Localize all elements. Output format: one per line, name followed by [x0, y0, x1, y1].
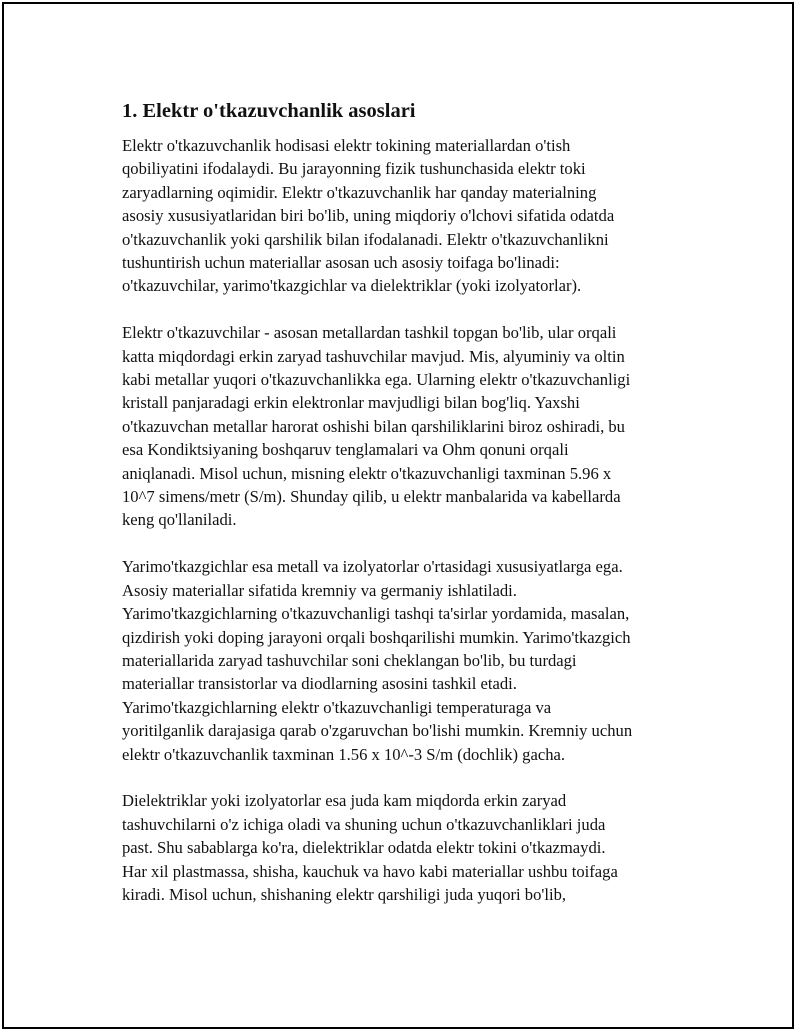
text-line: Dielektriklar yoki izolyatorlar esa juda kam miqdorda erkin zaryad	[122, 791, 567, 811]
text-line: Asosiy materiallar sifatida kremniy va germaniy ishlatiladi.	[122, 580, 517, 600]
text-line: Har xil plastmassa, shisha, kauchuk va havo kabi materiallar ushbu toifaga	[122, 861, 618, 881]
paragraph-1	[122, 134, 702, 298]
text-line: aniqlanadi. Misol uchun, misning elektr o'tkazuvchanligi taxminan 5.96 x	[122, 463, 612, 483]
text-line: Yarimo'tkazgichlar esa metall va izolyatorlar o'rtasidagi xususiyatlarga ega.	[122, 557, 623, 577]
text-line: qizdirish yoki doping jarayoni orqali boshqarilishi mumkin. Yarimo'tkazgich	[122, 627, 631, 647]
document-body	[122, 98, 702, 930]
paragraph-3	[122, 555, 702, 766]
paragraph-2	[122, 321, 702, 532]
text-line: o'tkazuvchanlik yoki qarshilik bilan ifodalanadi. Elektr o'tkazuvchanlikni	[122, 229, 609, 249]
text-line: 10^7 simens/metr (S/m). Shunday qilib, u elektr manbalarida va kabellarda	[122, 487, 621, 507]
text-line: past. Shu sabablarga ko'ra, dielektriklar odatda elektr tokini o'tkazmaydi.	[122, 838, 606, 858]
text-line: Yarimo'tkazgichlarning elektr o'tkazuvchanligi temperaturaga va	[122, 697, 552, 717]
text-line: kiradi. Misol uchun, shishaning elektr qarshiligi juda yuqori bo'lib,	[122, 884, 567, 904]
text-line: materiallar transistorlar va diodlarning asosini tashkil etadi.	[122, 674, 517, 694]
text-line: asosiy xususiyatlaridan biri bo'lib, uning miqdoriy o'lchovi sifatida odatda	[122, 206, 615, 226]
text-line: kabi metallar yuqori o'tkazuvchanlikka ega. Ularning elektr o'tkazuvchanligi	[122, 370, 631, 390]
text-line: o'tkazuvchan metallar harorat oshishi bilan qarshiliklarini biroz oshiradi, bu	[122, 416, 625, 436]
text-line: yoritilganlik darajasiga qarab o'zgaruvchan bo'lishi mumkin. Kremniy uchun	[122, 721, 633, 741]
text-line: zaryadlarning oqimidir. Elektr o'tkazuvchanlik har qanday materialning	[122, 182, 597, 202]
text-line: tashuvchilarni o'z ichiga oladi va shuning uchun o'tkazuvchanliklari juda	[122, 814, 606, 834]
text-line: o'tkazuvchilar, yarimo'tkazgichlar va dielektriklar (yoki izolyatorlar).	[122, 276, 582, 296]
section-heading: 1. Elektr o'tkazuvchanlik asoslari	[122, 100, 416, 122]
paragraphs-container	[122, 134, 702, 906]
text-line: tushuntirish uchun materiallar asosan uch asosiy toifaga bo'linadi:	[122, 253, 560, 273]
text-line: materiallarida zaryad tashuvchilar soni cheklangan bo'lib, bu turdagi	[122, 650, 577, 670]
text-line: katta miqdordagi erkin zaryad tashuvchilar mavjud. Mis, alyuminiy va oltin	[122, 346, 625, 366]
text-line: Elektr o'tkazuvchilar - asosan metallardan tashkil topgan bo'lib, ular orqali	[122, 323, 617, 343]
text-line: esa Kondiktsiyaning boshqaruv tenglamalari va Ohm qonuni orqali	[122, 440, 569, 460]
text-line: keng qo'llaniladi.	[122, 510, 237, 530]
text-line: Yarimo'tkazgichlarning o'tkazuvchanligi tashqi ta'sirlar yordamida, masalan,	[122, 604, 630, 624]
text-line: Elektr o'tkazuvchanlik hodisasi elektr tokining materiallardan o'tish	[122, 136, 571, 155]
paragraph-4	[122, 789, 702, 906]
text-line: kristall panjaradagi erkin elektronlar mavjudligi bilan bog'liq. Yaxshi	[122, 393, 580, 413]
page-frame	[2, 2, 794, 1029]
text-line: elektr o'tkazuvchanlik taxminan 1.56 x 10^-3 S/m (dochlik) gacha.	[122, 744, 566, 764]
text-line: qobiliyatini ifodalaydi. Bu jarayonning fizik tushunchasida elektr toki	[122, 159, 586, 179]
